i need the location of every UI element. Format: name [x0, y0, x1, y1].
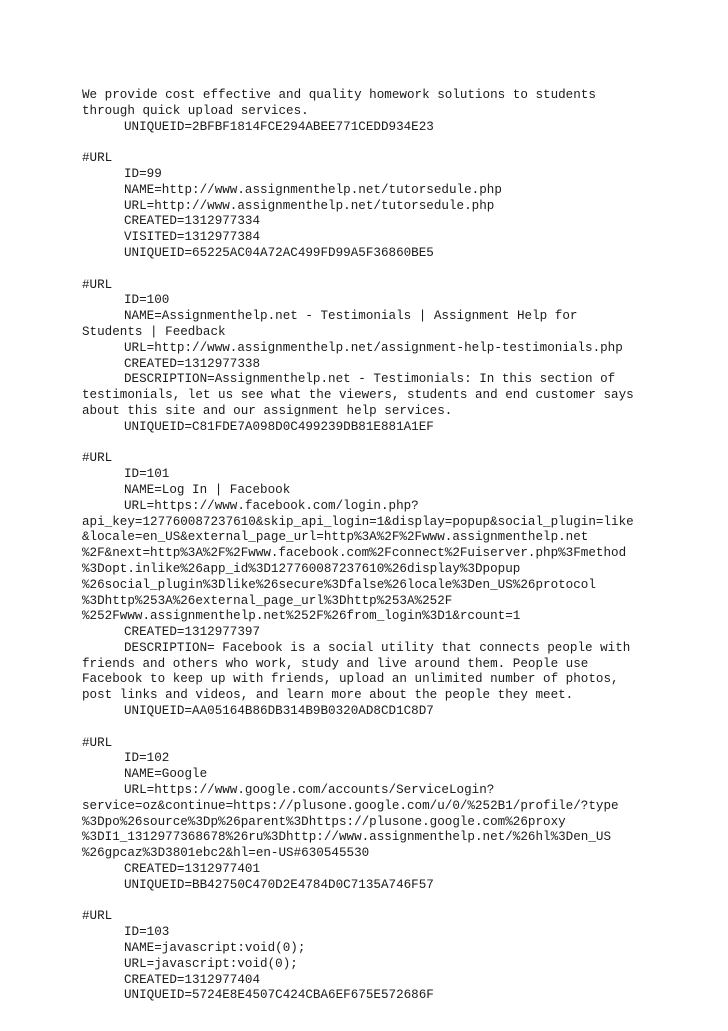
record-header: #URL — [82, 277, 113, 292]
record-field-continuation: %3Dhttp%253A%26external_page_url%3Dhttp%253A%252F — [82, 593, 453, 608]
record-field: UNIQUEID=5724E8E4507C424CBA6EF675E572686F — [124, 988, 434, 1003]
record-field: NAME=http://www.assignmenthelp.net/tutorsedule.php — [124, 182, 502, 197]
intro-line: through quick upload services. — [82, 103, 309, 118]
record-field: URL=https://www.facebook.com/login.php? — [124, 498, 419, 513]
record-field: UNIQUEID=AA05164B86DB314B9B0320AD8CD1C8D7 — [124, 704, 434, 719]
record-field-continuation: api_key=127760087237610&skip_api_login=1&display=popup&social_plugin=like — [82, 514, 634, 529]
record-field-continuation: %3Dopt.inlike%26app_id%3D127760087237610%26display%3Dpopup — [82, 561, 521, 576]
record-header: #URL — [82, 151, 113, 166]
blank-line — [82, 436, 702, 452]
record-field-continuation: %2F&next=http%3A%2F%2Fwww.facebook.com%2Fconnect%2Fuiserver.php%3Fmethod — [82, 546, 627, 561]
url-records — [82, 135, 702, 1004]
record-header: #URL — [82, 735, 113, 750]
record-field-continuation: &locale=en_US&external_page_url=http%3A%2F%2Fwww.assignmenthelp.net — [82, 530, 589, 545]
record-field-continuation: post links and videos, and learn more about the people they meet. — [82, 688, 574, 703]
record-field-continuation: Facebook to keep up with friends, upload an unlimited number of photos, — [82, 672, 619, 687]
record-field: DESCRIPTION=Assignmenthelp.net - Testimonials: In this section of — [124, 372, 616, 387]
record-field-continuation: about this site and our assignment help services. — [82, 403, 453, 418]
record-field: NAME=Assignmenthelp.net - Testimonials | Assignment Help for — [124, 309, 578, 324]
record-field: NAME=Log In | Facebook — [124, 482, 291, 497]
blank-line — [82, 720, 702, 736]
record-field: URL=https://www.google.com/accounts/ServiceLogin? — [124, 783, 495, 798]
record-field: DESCRIPTION= Facebook is a social utility that connects people with — [124, 640, 631, 655]
record-field-continuation: friends and others who work, study and live around them. People use — [82, 656, 589, 671]
record-field: NAME=javascript:void(0); — [124, 941, 306, 956]
blank-line — [82, 135, 702, 151]
record-field-continuation: %3Dpo%26source%3Dp%26parent%3Dhttps://plusone.google.com%26proxy — [82, 814, 566, 829]
record-field: CREATED=1312977397 — [124, 625, 261, 640]
record-field-continuation: %252Fwww.assignmenthelp.net%252F%26from_login%3D1&rcount=1 — [82, 609, 521, 624]
record-field: ID=101 — [124, 467, 170, 482]
record-field-continuation: %3DI1_1312977368678%26ru%3Dhttp://www.assignmenthelp.net/%26hl%3Den_US — [82, 830, 612, 845]
record-field: URL=http://www.assignmenthelp.net/assignment-help-testimonials.php — [124, 340, 623, 355]
record-field: UNIQUEID=65225AC04A72AC499FD99A5F36860BE5 — [124, 245, 434, 260]
record-header: #URL — [82, 909, 113, 924]
record-field: UNIQUEID=C81FDE7A098D0C499239DB81E881A1EF — [124, 419, 434, 434]
record-field-continuation: Students | Feedback — [82, 324, 226, 339]
record-field: ID=100 — [124, 293, 170, 308]
record-field-continuation: testimonials, let us see what the viewers, students and end customer says — [82, 388, 634, 403]
document-page — [82, 88, 702, 1004]
record-field: ID=102 — [124, 751, 170, 766]
blank-line — [82, 894, 702, 910]
record-field: URL=javascript:void(0); — [124, 956, 298, 971]
url-record — [82, 278, 702, 436]
record-field: ID=103 — [124, 925, 170, 940]
record-header: #URL — [82, 451, 113, 466]
record-field-continuation: %26gpcaz%3D3801ebc2&hl=en-US#630545530 — [82, 846, 370, 861]
record-field: CREATED=1312977401 — [124, 862, 261, 877]
record-field: VISITED=1312977384 — [124, 230, 261, 245]
record-field-continuation: %26social_plugin%3Dlike%26secure%3Dfalse%26locale%3Den_US%26protocol — [82, 577, 596, 592]
blank-line — [82, 262, 702, 278]
url-record — [82, 151, 702, 262]
record-field: CREATED=1312977338 — [124, 356, 261, 371]
url-record — [82, 736, 702, 894]
record-field: CREATED=1312977404 — [124, 972, 261, 987]
record-field: CREATED=1312977334 — [124, 214, 261, 229]
url-record — [82, 909, 702, 1004]
record-field: ID=99 — [124, 166, 162, 181]
intro-uniqueid: UNIQUEID=2BFBF1814FCE294ABEE771CEDD934E23 — [124, 119, 434, 134]
intro-line: We provide cost effective and quality homework solutions to students — [82, 88, 596, 102]
record-field: NAME=Google — [124, 767, 208, 782]
record-field: UNIQUEID=BB42750C470D2E4784D0C7135A746F57 — [124, 877, 434, 892]
record-field: URL=http://www.assignmenthelp.net/tutorsedule.php — [124, 198, 495, 213]
url-record — [82, 451, 702, 720]
record-field-continuation: service=oz&continue=https://plusone.google.com/u/0/%252B1/profile/?type — [82, 798, 619, 813]
